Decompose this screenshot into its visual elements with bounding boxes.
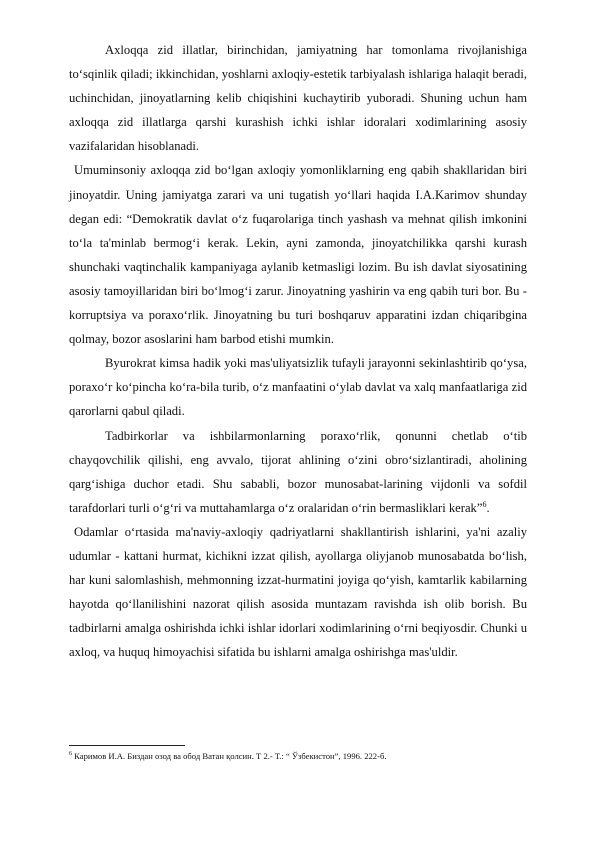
paragraph-2: Umuminsoniy axloqqa zid bo‘lgan axloqiy yomonliklarning eng qabih shakllaridan biri jinoyatdir. Uning jamiyatga zarari va uni tugatish yo‘llari haqida I.A.Karimov shunday degan edi: “Demokratik davlat o‘z fuqarolariga tinch yashash va mehnat qilish imkonini to‘la ta'minlab bermog‘i kerak. Lekin, ayni zamonda, jinoyatchilikka qarshi kurash shunchaki vaqtinchalik kampaniyaga aylanib ketmasligi lozim. Bu ish davlat siyosatining asosiy tamoyillaridan biri bo‘lmog‘i zarur. Jinoyatning yashirin va eng qabih turi bor. Bu - korruptsiya va poraxo‘rlik. Jinoyatning bu turi boshqaruv apparatini izdan chiqaribgina qolmay, bozor asoslarini ham barbod etishi mumkin. <box>69 163 527 347</box>
footnote-number: 6 <box>69 751 72 758</box>
footnote-reference[interactable]: 6 <box>482 499 487 509</box>
footnote-divider <box>69 745 185 746</box>
paragraph-1: Axloqqa zid illatlar, birinchidan, jamiyatning har tomonlama rivojlanishiga to‘sqinlik qiladi; ikkinchidan, yoshlarni axloqiy-estetik tarbiyalash ishlariga halaqit beradi, uchinchidan, jinoyatlarning kelib chiqishini kuchaytirib yuboradi. Shuning uchun ham axloqqa zid illatlarga qarshi kurashish ichki ishlar idoralari xodimlarining asosiy vazifalaridan hisoblanadi. <box>69 43 527 154</box>
paragraph-4 <box>69 424 527 520</box>
footnote-text: Каримов И.А. Биздан озод ва обод Ватан қолсин. Т 2.- Т.: “ Ўзбекистон”, 1996. 222-б. <box>72 751 387 761</box>
document-body <box>69 38 527 664</box>
paragraph-4-text: Tadbirkorlar va ishbilarmonlarning poraxo‘rlik, qonunni chetlab o‘tib chayqovchilik qilishi, eng avvalo, tijorat ahlining o‘zini obro‘sizlantiradi, aholining qarg‘ishiga duchor etadi. Shu sababli, bozor munosabat-larining vijdonli va sofdil tarafdorlari turli o‘g‘ri va muttahamlarga o‘z oralaridan o‘rin bermasliklari kerak” <box>69 428 527 515</box>
paragraph-4-end: . <box>486 500 490 515</box>
footnote <box>69 750 527 762</box>
paragraph-5: Odamlar o‘rtasida ma'naviy-axloqiy qadriyatlarni shakllantirish ishlarini, ya'ni azaliy udumlar - kattani hurmat, kichikni izzat qilish, ayollarga oliyjanob munosabatda bo‘lish, har kuni salomlashish, mehmonning izzat-hurmatini joyiga qo‘yish, kamtarlik kabilarning hayotda qo‘llanilishini nazorat qilish asosida muntazam ravishda ish olib borish. Bu tadbirlarni amalga oshirishda ichki ishlar idorlari xodimlarining o‘rni beqiyosdir. Chunki u axloq, va huquq himoyachisi sifatida bu ishlarni amalga oshirishga mas'uldir. <box>69 524 527 660</box>
paragraph-3: Byurokrat kimsa hadik yoki mas'uliyatsizlik tufayli jarayonni sekinlashtirib qo‘ysa, poraxo‘r ko‘pincha ko‘ra-bila turib, o‘z manfaatini o‘ylab davlat va xalq manfaatlariga zid qarorlarni qabul qiladi. <box>69 356 527 419</box>
